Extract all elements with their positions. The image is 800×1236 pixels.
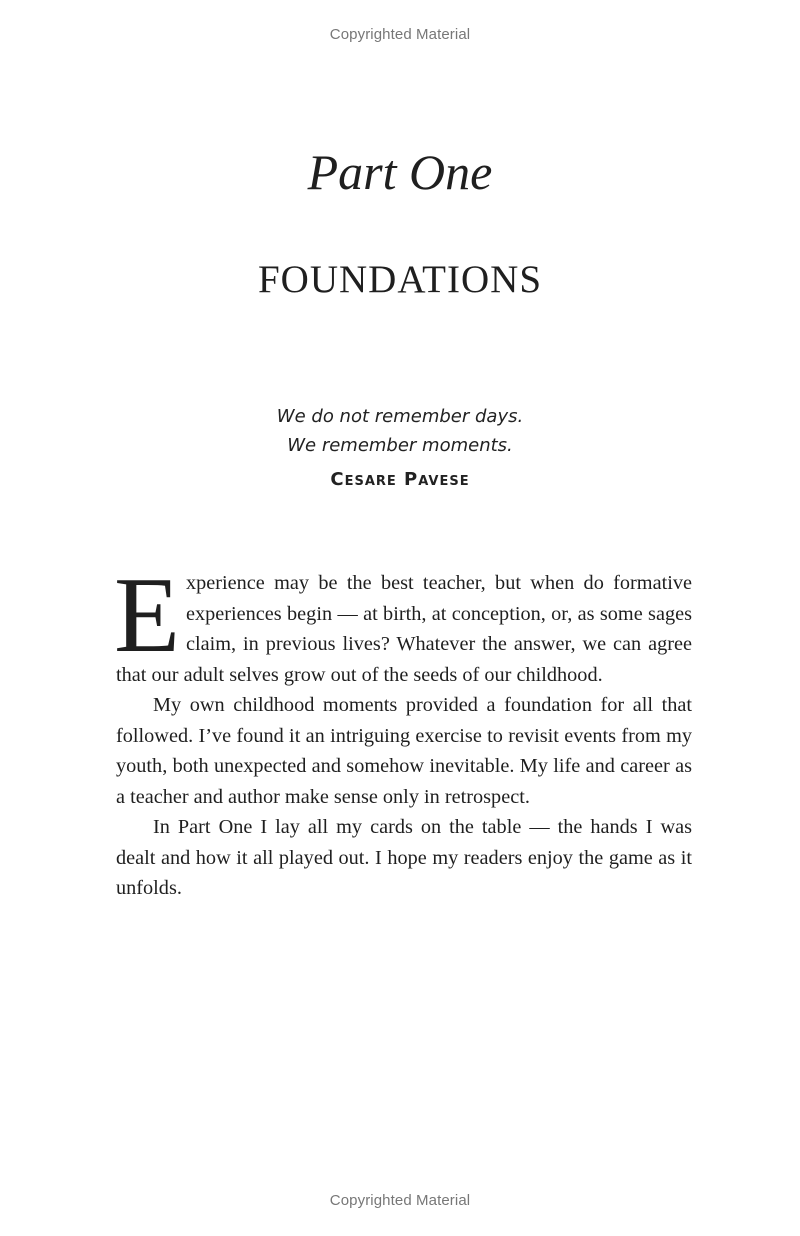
paragraph-2: My own childhood moments provided a foundation for all that followed. I’ve found it an intriguing exercise to revisit events from my youth, both unexpected and somehow inevitable. My life and career as a teacher and author make sense only in retrospect. xyxy=(116,694,692,808)
part-title: Part One xyxy=(307,144,493,200)
paragraph-1-text: xperience may be the best teacher, but when do formative experiences begin — at birth, at conception, or, as some sages claim, in previous lives? Whatever the answer, we can agree that our adult selves grow out of the seeds of our childhood. xyxy=(116,572,692,686)
epigraph-line-2: We remember moments. xyxy=(287,435,513,456)
copyright-watermark-top: Copyrighted Material xyxy=(329,26,471,43)
epigraph-line-1: We do not remember days. xyxy=(276,406,524,427)
epigraph-attribution: Cesare Pavese xyxy=(330,469,470,490)
body-text xyxy=(114,556,692,904)
copyright-watermark-bottom: Copyrighted Material xyxy=(329,1192,471,1209)
paragraph-1 xyxy=(114,556,692,690)
drop-cap: E xyxy=(114,556,180,675)
section-title: FOUNDATIONS xyxy=(257,258,543,301)
paragraph-3: In Part One I lay all my cards on the table — the hands I was dealt and how it all played out. I hope my readers enjoy the game as it unfolds. xyxy=(116,816,692,899)
epigraph xyxy=(0,402,800,460)
